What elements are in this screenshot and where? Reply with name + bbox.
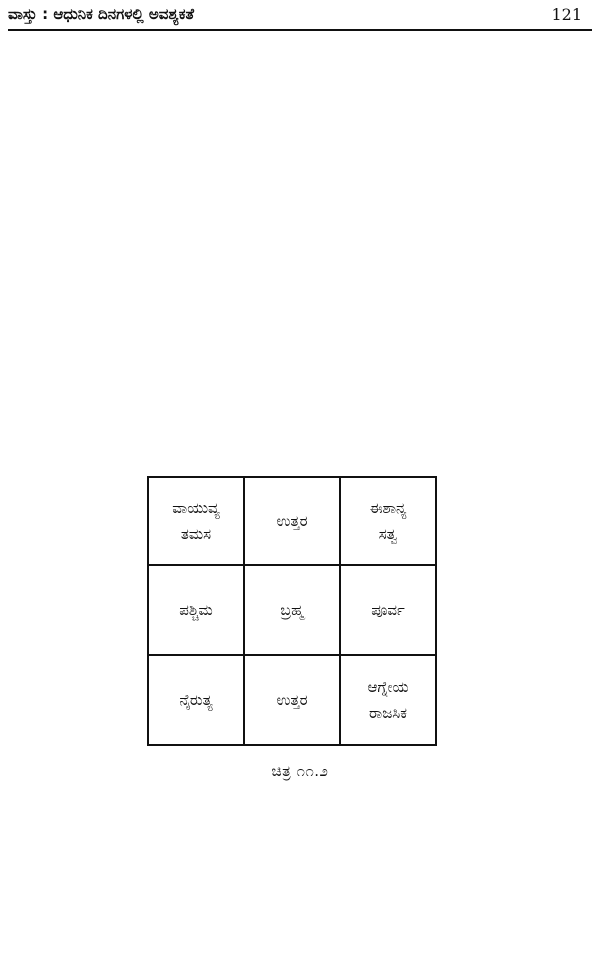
vastu-direction-grid — [147, 476, 437, 746]
direction-label: ಉತ್ತರ — [276, 512, 308, 530]
guna-label: ರಾಜಸಿಕ — [368, 704, 408, 722]
grid-cell-east — [341, 566, 435, 656]
grid-cell-southeast — [341, 656, 435, 744]
page-header — [8, 3, 592, 31]
direction-label: ನೈರುತ್ಯ — [179, 691, 213, 709]
grid-cell-northeast — [341, 478, 435, 566]
direction-label: ಉತ್ತರ — [276, 691, 308, 709]
direction-label: ಪೂರ್ವ — [371, 601, 405, 619]
running-title: ವಾಸ್ತು : ಆಧುನಿಕ ದಿನಗಳಲ್ಲಿ ಅವಶ್ಯಕತೆ — [8, 5, 195, 23]
direction-label: ಪಶ್ಚಿಮ — [179, 601, 213, 619]
direction-label: ವಾಯುವ್ಯ — [172, 499, 220, 517]
grid-cell-southwest — [149, 656, 245, 744]
grid-cell-northwest — [149, 478, 245, 566]
direction-label: ಬ್ರಹ್ಮ — [280, 601, 304, 619]
grid-cell-south — [245, 656, 341, 744]
guna-label: ಸತ್ವ — [378, 525, 398, 543]
direction-label: ಆಗ್ನೇಯ — [367, 678, 409, 696]
page-number: 121 — [551, 5, 582, 24]
figure-caption: ಚಿತ್ರ ೧೧.೨ — [271, 762, 329, 780]
grid-cell-north — [245, 478, 341, 566]
grid-cell-west — [149, 566, 245, 656]
guna-label: ತಮಸ — [180, 525, 212, 543]
grid-cell-center — [245, 566, 341, 656]
direction-label: ಈಶಾನ್ಯ — [369, 499, 407, 517]
